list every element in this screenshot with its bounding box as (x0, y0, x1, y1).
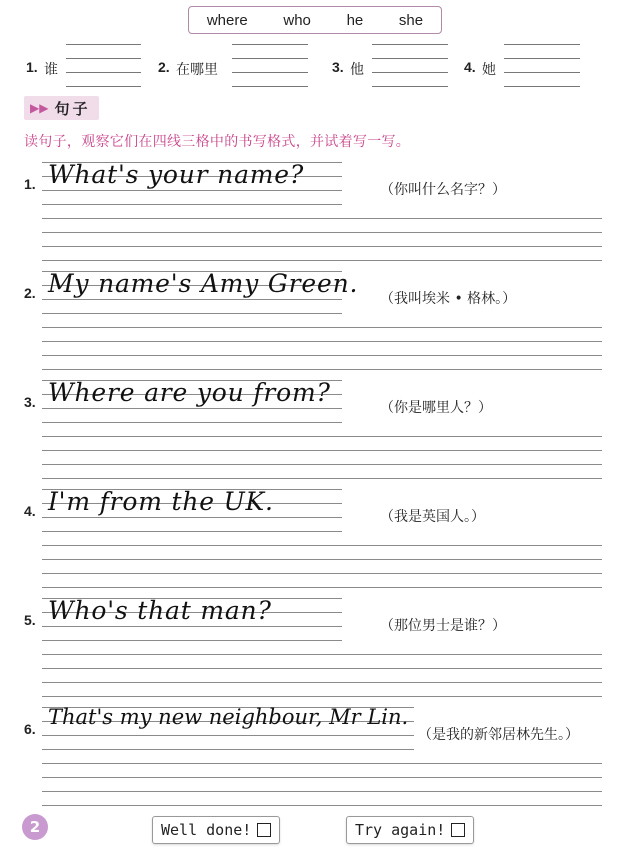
sentence-translation: （你是哪里人？） (380, 400, 492, 416)
vocab-prompt: 谁 (44, 62, 58, 78)
practice-four-lines[interactable] (42, 218, 602, 260)
example-sentence: Where are you from? (48, 378, 331, 407)
page-number-badge: 2 (22, 814, 48, 840)
try-again-checkbox[interactable] (451, 823, 465, 837)
vocab-item (320, 40, 460, 88)
sentence-translation: （你叫什么名字？） (380, 182, 506, 198)
example-sentence: Who's that man? (48, 596, 272, 625)
practice-four-lines[interactable] (42, 327, 602, 369)
sentence-block (0, 271, 629, 381)
well-done-label: Well done! (161, 821, 252, 839)
vocab-number: 4. (464, 59, 476, 75)
try-again-box (346, 816, 474, 844)
word-bank (188, 6, 442, 34)
sentence-number: 2. (24, 285, 36, 301)
footer (0, 808, 629, 854)
example-sentence: That's my new neighbour, Mr Lin. (48, 705, 409, 729)
well-done-box (152, 816, 280, 844)
vocab-writing-lines[interactable] (232, 44, 308, 86)
sentence-translation: （我是英国人。） (380, 509, 485, 525)
vocab-number: 3. (332, 59, 344, 75)
example-sentence: What's your name? (48, 160, 305, 189)
word-bank-word: who (283, 11, 311, 29)
practice-four-lines[interactable] (42, 763, 602, 805)
sentence-number: 6. (24, 721, 36, 737)
example-sentence: My name's Amy Green. (48, 269, 359, 298)
section-tag (24, 96, 99, 120)
vocab-item (460, 40, 600, 88)
sentence-translation: （那位男士是谁？） (380, 618, 506, 634)
practice-four-lines[interactable] (42, 545, 602, 587)
vocab-writing-lines[interactable] (66, 44, 141, 86)
sentence-translation: （我叫埃米 • 格林。） (380, 291, 517, 307)
vocab-item (150, 40, 320, 88)
sentence-number: 5. (24, 612, 36, 628)
vocab-prompt: 在哪里 (176, 62, 218, 78)
word-bank-word: he (346, 11, 364, 29)
double-arrow-icon: ▶▶ (30, 101, 49, 115)
vocab-number: 2. (158, 59, 170, 75)
sentence-number: 4. (24, 503, 36, 519)
vocab-item (0, 40, 150, 88)
sentence-number: 3. (24, 394, 36, 410)
practice-four-lines[interactable] (42, 436, 602, 478)
sentence-block (0, 489, 629, 599)
vocab-number: 1. (26, 59, 38, 75)
sentence-translation: （是我的新邻居林先生。） (418, 727, 579, 743)
try-again-label: Try again! (355, 821, 446, 839)
instruction-text: 读句子，观察它们在四线三格中的书写格式，并试着写一写。 (24, 134, 411, 150)
vocab-writing-lines[interactable] (372, 44, 448, 86)
sentence-block (0, 598, 629, 708)
section-title: 句子 (54, 99, 91, 118)
sentence-block (0, 380, 629, 490)
practice-four-lines[interactable] (42, 654, 602, 696)
vocab-row (0, 40, 629, 88)
vocab-prompt: 他 (350, 62, 364, 78)
sentence-block (0, 707, 629, 817)
sentence-block (0, 162, 629, 272)
word-bank-word: she (398, 11, 424, 29)
sentence-number: 1. (24, 176, 36, 192)
vocab-prompt: 她 (482, 62, 496, 78)
well-done-checkbox[interactable] (257, 823, 271, 837)
vocab-writing-lines[interactable] (504, 44, 580, 86)
word-bank-word: where (206, 11, 248, 29)
example-sentence: I'm from the UK. (48, 487, 274, 516)
